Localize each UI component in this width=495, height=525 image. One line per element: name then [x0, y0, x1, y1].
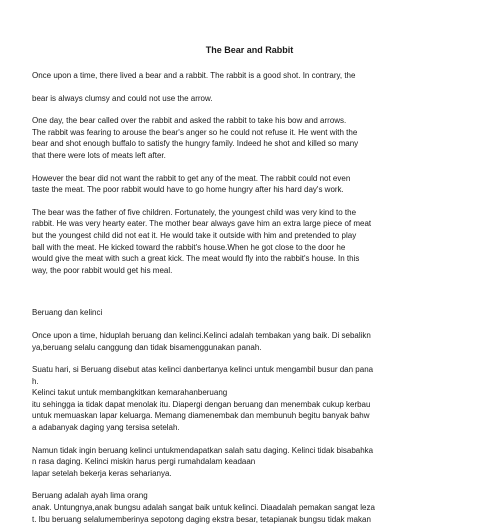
- text-line: Once upon a time, hiduplah beruang dan kelinci.Kelinci adalah tembakan yang baik. Di sebalikn: [32, 330, 371, 340]
- indonesian-paragraph: [32, 490, 467, 525]
- indonesian-paragraph: [32, 445, 467, 480]
- text-line: Suatu hari, si Beruang disebut atas kelinci danbertanya kelinci untuk mengambil busur dan pana: [32, 365, 374, 375]
- text-line: a adabanyak daging yang tersisa setelah.: [32, 423, 180, 433]
- indonesian-paragraph: [32, 364, 467, 434]
- text-line: rabbit. He was very hearty eater. The mother bear always gave him an extra large piece of meat: [32, 219, 372, 229]
- text-line: would give the meat with such a great kick. The meat would fly into the rabbit's house. In this: [32, 254, 360, 264]
- english-paragraph: [32, 207, 467, 277]
- text-line: bear is always clumsy and could not use the arrow.: [32, 93, 213, 103]
- text-line: untuk memuaskan lapar keluarga. Memang diamenembak dan membunuh begitu banyak bahw: [32, 411, 370, 421]
- text-line: The bear was the father of five children. Fortunately, the youngest child was very kind to the: [32, 207, 357, 217]
- text-line: bear and shot enough buffalo to satisfy the hungry family. Indeed he shot and killed so many: [32, 139, 359, 149]
- text-line: Namun tidak ingin beruang kelinci untukmendapatkan salah satu daging. Kelinci tidak bisabahka: [32, 445, 374, 455]
- english-section: [32, 70, 467, 276]
- text-line: but the youngest child did not eat it. He would take it outside with him and pretended to play: [32, 230, 357, 240]
- indonesian-heading: Beruang dan kelinci: [32, 308, 103, 318]
- text-line: itu sehingga ia tidak dapat menolak itu. Diapergi dengan beruang dan menembak cukup kerbau: [32, 399, 371, 409]
- text-line: t. Ibu beruang selalumemberinya sepotong daging ekstra besar, tetapianak bungsu tidak makan: [32, 514, 371, 524]
- text-line: taste the meat. The poor rabbit would have to go home hungry after his hard day's work.: [32, 185, 344, 195]
- english-paragraph: [32, 70, 467, 104]
- text-line: Kelinci takut untuk membangkitkan kemarahanberuang: [32, 388, 228, 398]
- text-line: that there were lots of meats left after.: [32, 150, 166, 160]
- section-gap: [32, 276, 467, 307]
- english-paragraph: [32, 173, 467, 196]
- text-line: h.: [32, 376, 39, 386]
- text-line: Beruang adalah ayah lima orang: [32, 491, 148, 501]
- text-line: However the bear did not want the rabbit to get any of the meat. The rabbit could not even: [32, 173, 351, 183]
- indonesian-paragraph: [32, 330, 467, 353]
- text-line: The rabbit was fearing to arouse the bear's anger so he could not refuse it. He went with the: [32, 127, 358, 137]
- text-line: n rasa daging. Kelinci miskin harus pergi rumahdalam keadaan: [32, 457, 256, 467]
- text-line: Once upon a time, there lived a bear and a rabbit. The rabbit is a good shot. In contrary, the: [32, 71, 356, 80]
- english-paragraph: [32, 115, 467, 161]
- text-line: ya,beruang selalu canggung dan tidak bisamenggunakan panah.: [32, 342, 262, 352]
- text-line: One day, the bear called over the rabbit and asked the rabbit to take his bow and arrows.: [32, 116, 347, 126]
- text-line: ball with the meat. He kicked toward the rabbit's house.When he got close to the door he: [32, 242, 346, 252]
- text-line: way, the poor rabbit would get his meal.: [32, 265, 173, 275]
- document-title: The Bear and Rabbit: [205, 45, 294, 55]
- text-line: lapar setelah bekerja keras seharianya.: [32, 468, 172, 478]
- indonesian-section: [32, 307, 467, 525]
- text-line: anak. Untungnya,anak bungsu adalah sangat baik untuk kelinci. Diaadalah pemakan sangat leza: [32, 503, 375, 513]
